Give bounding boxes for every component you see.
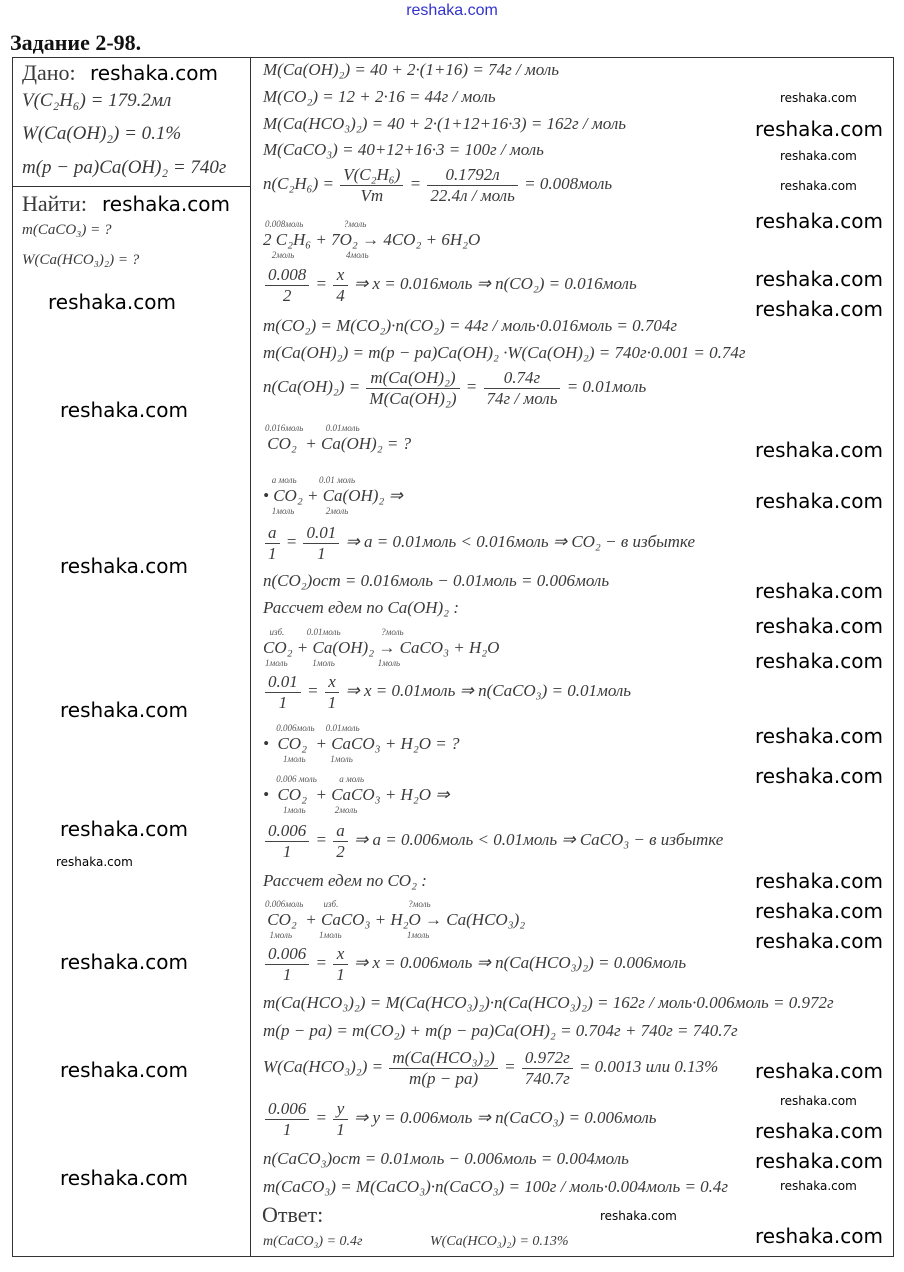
fraction [484,368,561,408]
fraction-numerator: x [333,944,348,965]
watermark: reshaka.com [60,554,188,578]
solution-step [263,230,485,250]
fraction-numerator: V(C₂H₆) [340,165,403,186]
watermark: reshaka.com [102,192,230,216]
solution-step [263,114,630,134]
fraction-numerator: m(Ca(OH)₂) [366,368,459,389]
fraction [265,672,301,712]
step-text: n(Ca(OH)₂) = [263,376,365,396]
step-text: CO₂ + CaCO₃ + H₂O → Ca(HCO₃)₂ [263,910,530,929]
step-text: = [461,376,482,396]
watermark: reshaka.com [755,117,883,141]
find-item: W(Ca(HCO₃)₂) = ? [22,252,140,268]
watermark: reshaka.com [780,1094,857,1108]
reaction-annotation-above: 0.006 моль a моль [265,774,365,784]
step-text: m(CaCO₃) = M(CaCO₃)·n(CaCO₃) = 100г / моль·0.004моль = 0.4г [263,1177,733,1196]
fraction [522,1048,573,1088]
fraction-denominator: 1 [282,964,292,984]
step-text: M(CaCO₃) = 40+12+16·3 = 100г / моль [263,140,549,159]
step-text: ⇒ y = 0.006моль ⇒ n(CaCO₃) = 0.006моль [349,1107,661,1127]
fraction-denominator: 4 [336,285,345,305]
solution-step [263,87,500,107]
solution-step [263,910,529,930]
fraction [333,821,348,861]
step-text: W(Ca(HCO₃)₂) = [263,1056,388,1076]
fraction-numerator: a [333,821,348,842]
fraction-denominator: 1 [282,1119,292,1139]
reaction-annotation-above: 0.016моль 0.01моль [265,423,360,433]
fraction-numerator: 0.006 [265,944,309,965]
given-item: m(p − pa)Ca(OH)₂ = 740г [22,157,227,178]
watermark: reshaka.com [755,489,883,513]
step-text: n(CaCO₃)ост = 0.01моль − 0.006моль = 0.004моль [263,1149,634,1168]
solution-step [263,165,616,205]
watermark: reshaka.com [755,1059,883,1083]
fraction-denominator: 2 [282,285,292,305]
step-text: ⇒ x = 0.006моль ⇒ n(Ca(HCO₃)₂) = 0.006моль [349,952,691,972]
fraction-numerator: x [325,672,340,693]
step-text: m(CO₂) = M(CO₂)·n(CO₂) = 44г / моль·0.016моль = 0.704г [263,316,682,335]
watermark: reshaka.com [755,1119,883,1143]
fraction-numerator: 0.1792л [427,165,517,186]
fraction-denominator: 1 [327,692,337,712]
watermark: reshaka.com [780,179,857,193]
step-text: = [281,531,302,551]
step-text: ⇒ x = 0.01моль ⇒ n(CaCO₃) = 0.01моль [341,680,636,700]
answer-item: m(CaCO₃) = 0.4г [263,1234,363,1249]
solution-step [263,1177,732,1197]
answer-label: Ответ: [262,1202,324,1227]
step-text: M(Ca(HCO₃)₂) = 40 + 2·(1+12+16·3) = 162г / моль [263,114,631,133]
fraction [265,821,309,861]
watermark: reshaka.com [60,817,188,841]
fraction-numerator: 0.008 [265,265,309,286]
step-text: = [405,173,426,193]
fraction-numerator: a [265,523,280,544]
fraction-denominator: 1 [336,1119,345,1139]
fraction-denominator: 2 [336,841,345,861]
step-text: n(C₂H₆) = [263,173,339,193]
watermark: reshaka.com [60,1166,188,1190]
fraction-denominator: m(p − pa) [409,1068,479,1088]
fraction [303,523,339,563]
solution-step [263,1021,742,1041]
watermark: reshaka.com [755,1224,883,1248]
solution-step [263,523,699,563]
fraction-denominator: 74г / моль [486,388,558,408]
step-text: ⇒ a = 0.006моль < 0.01моль ⇒ CaCO₃ − в избытке [349,829,728,849]
fraction-denominator: 1 [278,692,288,712]
solution-step [263,60,563,80]
step-text: = [302,680,323,700]
find-item: m(CaCO₃) = ? [22,222,112,238]
fraction-numerator: 0.01 [303,523,339,544]
step-text: ⇒ a = 0.01моль < 0.016моль ⇒ CO₂ − в избытке [341,531,700,551]
step-text: = 0.008моль [519,173,617,193]
answer-item: W(Ca(HCO₃)₂) = 0.13% [430,1234,569,1249]
watermark: reshaka.com [755,649,883,673]
step-text: = 0.0013 или 0.13% [574,1056,723,1076]
reaction-annotation-below: 1моль 1моль 1моль [265,930,430,940]
watermark: reshaka.com [755,297,883,321]
watermark: reshaka.com [90,61,218,85]
watermark: reshaka.com [755,764,883,788]
fraction-denominator: 1 [282,841,292,861]
solution-step [263,785,454,805]
solution-step [263,434,415,454]
solution-step [263,1099,661,1139]
fraction [265,523,280,563]
watermark: reshaka.com [600,1209,677,1223]
solution-step [263,1149,633,1169]
solution-step [263,638,504,658]
given-label: Дано: [22,60,76,85]
watermark: reshaka.com [48,290,176,314]
reaction-annotation-above: 0.006моль 0.01моль [265,723,360,733]
solution-step [263,571,613,591]
solution-step [263,316,681,336]
site-link[interactable]: reshaka.com [406,2,498,19]
fraction-denominator: 1 [268,543,277,563]
solution-step [263,821,728,861]
solution-step [263,672,635,712]
solution-step [263,993,838,1013]
watermark: reshaka.com [60,1058,188,1082]
fraction [427,165,517,205]
fraction-numerator: y [333,1099,348,1120]
watermark: reshaka.com [755,267,883,291]
fraction-numerator: x [333,265,348,286]
step-text: 2 C₂H₆ + 7O₂ → 4CO₂ + 6H₂O [263,230,485,249]
step-text: ⇒ x = 0.016моль ⇒ n(CO₂) = 0.016моль [349,273,641,293]
reaction-annotation-above: 0.006моль изб. ?моль [265,899,431,909]
watermark: reshaka.com [755,929,883,953]
watermark: reshaka.com [755,869,883,893]
step-text: n(CO₂)ост = 0.016моль − 0.01моль = 0.006моль [263,571,614,590]
step-text: Рассчет едем по CO₂ : [263,871,432,890]
fraction [333,1099,348,1139]
fraction-denominator: M(Ca(OH)₂) [369,388,457,408]
fraction-denominator: 1 [336,964,345,984]
fraction [265,1099,309,1139]
fraction [389,1048,497,1088]
step-text: CO₂ + Ca(OH)₂ → CaCO₃ + H₂O [263,638,504,657]
step-text: M(CO₂) = 12 + 2·16 = 44г / моль [263,87,500,106]
fraction-numerator: 0.74г [484,368,561,389]
fraction-denominator: Vm [360,185,384,205]
step-text: • CO₂ + CaCO₃ + H₂O ⇒ [263,785,454,804]
step-text: = 0.01моль [562,376,651,396]
reaction-annotation-below: 1моль 2моль [265,805,358,815]
step-text: = [311,1107,332,1127]
watermark: reshaka.com [780,149,857,163]
watermark: reshaka.com [56,855,133,869]
watermark: reshaka.com [60,398,188,422]
given-item: V(C₂H₆) = 179.2мл [22,90,172,111]
solution-step [263,598,463,618]
step-text: = [499,1056,520,1076]
step-text: = [311,952,332,972]
fraction-numerator: 0.006 [265,821,309,842]
solution-step [263,486,407,506]
fraction-numerator: 0.972г [522,1048,573,1069]
solution-step [263,265,641,305]
fraction-numerator: 0.01 [265,672,301,693]
fraction [333,265,348,305]
solution-step [263,944,690,984]
fraction [265,265,309,305]
step-text: m(Ca(HCO₃)₂) = M(Ca(HCO₃)₂)·n(Ca(HCO₃)₂) = 162г / моль·0.006моль = 0.972г [263,993,838,1012]
column-divider [250,57,251,1256]
solution-step [263,734,464,754]
step-text: m(Ca(OH)₂) = m(p − pa)Ca(OH)₂ ·W(Ca(OH)₂) = 740г·0.001 = 0.74г [263,343,750,362]
watermark: reshaka.com [60,950,188,974]
task-title: Задание 2-98. [10,30,142,55]
step-text: = [311,273,332,293]
watermark: reshaka.com [780,91,857,105]
fraction-numerator: 0.006 [265,1099,309,1120]
step-text: M(Ca(OH)₂) = 40 + 2·(1+16) = 74г / моль [263,60,564,79]
solution-step [263,140,548,160]
fraction-numerator: m(Ca(HCO₃)₂) [389,1048,497,1069]
step-text: = [311,829,332,849]
fraction [366,368,459,408]
reaction-annotation-below: 1моль 1моль 1моль [265,658,401,668]
watermark: reshaka.com [755,209,883,233]
fraction [340,165,403,205]
step-text: • CO₂ + CaCO₃ + H₂O = ? [263,734,464,753]
given-find-divider [12,186,250,187]
fraction [325,672,340,712]
reaction-annotation-below: 1моль 2моль [265,506,349,516]
watermark: reshaka.com [60,698,188,722]
reaction-annotation-above: a моль 0.01 моль [265,475,356,485]
solution-step [263,1048,723,1088]
watermark: reshaka.com [755,724,883,748]
solution-step [263,871,431,891]
reaction-annotation-below: 1моль 1моль [265,754,353,764]
watermark: reshaka.com [755,614,883,638]
fraction [265,944,309,984]
solution-step [263,343,750,363]
watermark: reshaka.com [755,899,883,923]
solution-step [263,368,651,408]
watermark: reshaka.com [755,438,883,462]
fraction [333,944,348,984]
given-item: W(Ca(OH)₂) = 0.1% [22,123,182,144]
step-text: • CO₂ + Ca(OH)₂ ⇒ [263,486,408,505]
find-label: Найти: [22,191,87,216]
step-text: m(p − pa) = m(CO₂) + m(p − pa)Ca(OH)₂ = 0.704г + 740г = 740.7г [263,1021,742,1040]
step-text: CO₂ + Ca(OH)₂ = ? [263,434,416,453]
fraction-denominator: 22.4л / моль [430,185,515,205]
watermark: reshaka.com [755,579,883,603]
reaction-annotation-above: изб. 0.01моль ?моль [265,627,404,637]
reaction-annotation-below: 2моль 4моль [265,250,369,260]
watermark: reshaka.com [755,1149,883,1173]
watermark: reshaka.com [780,1179,857,1193]
reaction-annotation-above: 0.008моль ?моль [265,219,367,229]
fraction-denominator: 1 [317,543,326,563]
step-text: Рассчет едем по Ca(OH)₂ : [263,598,464,617]
fraction-denominator: 740.7г [524,1068,570,1088]
